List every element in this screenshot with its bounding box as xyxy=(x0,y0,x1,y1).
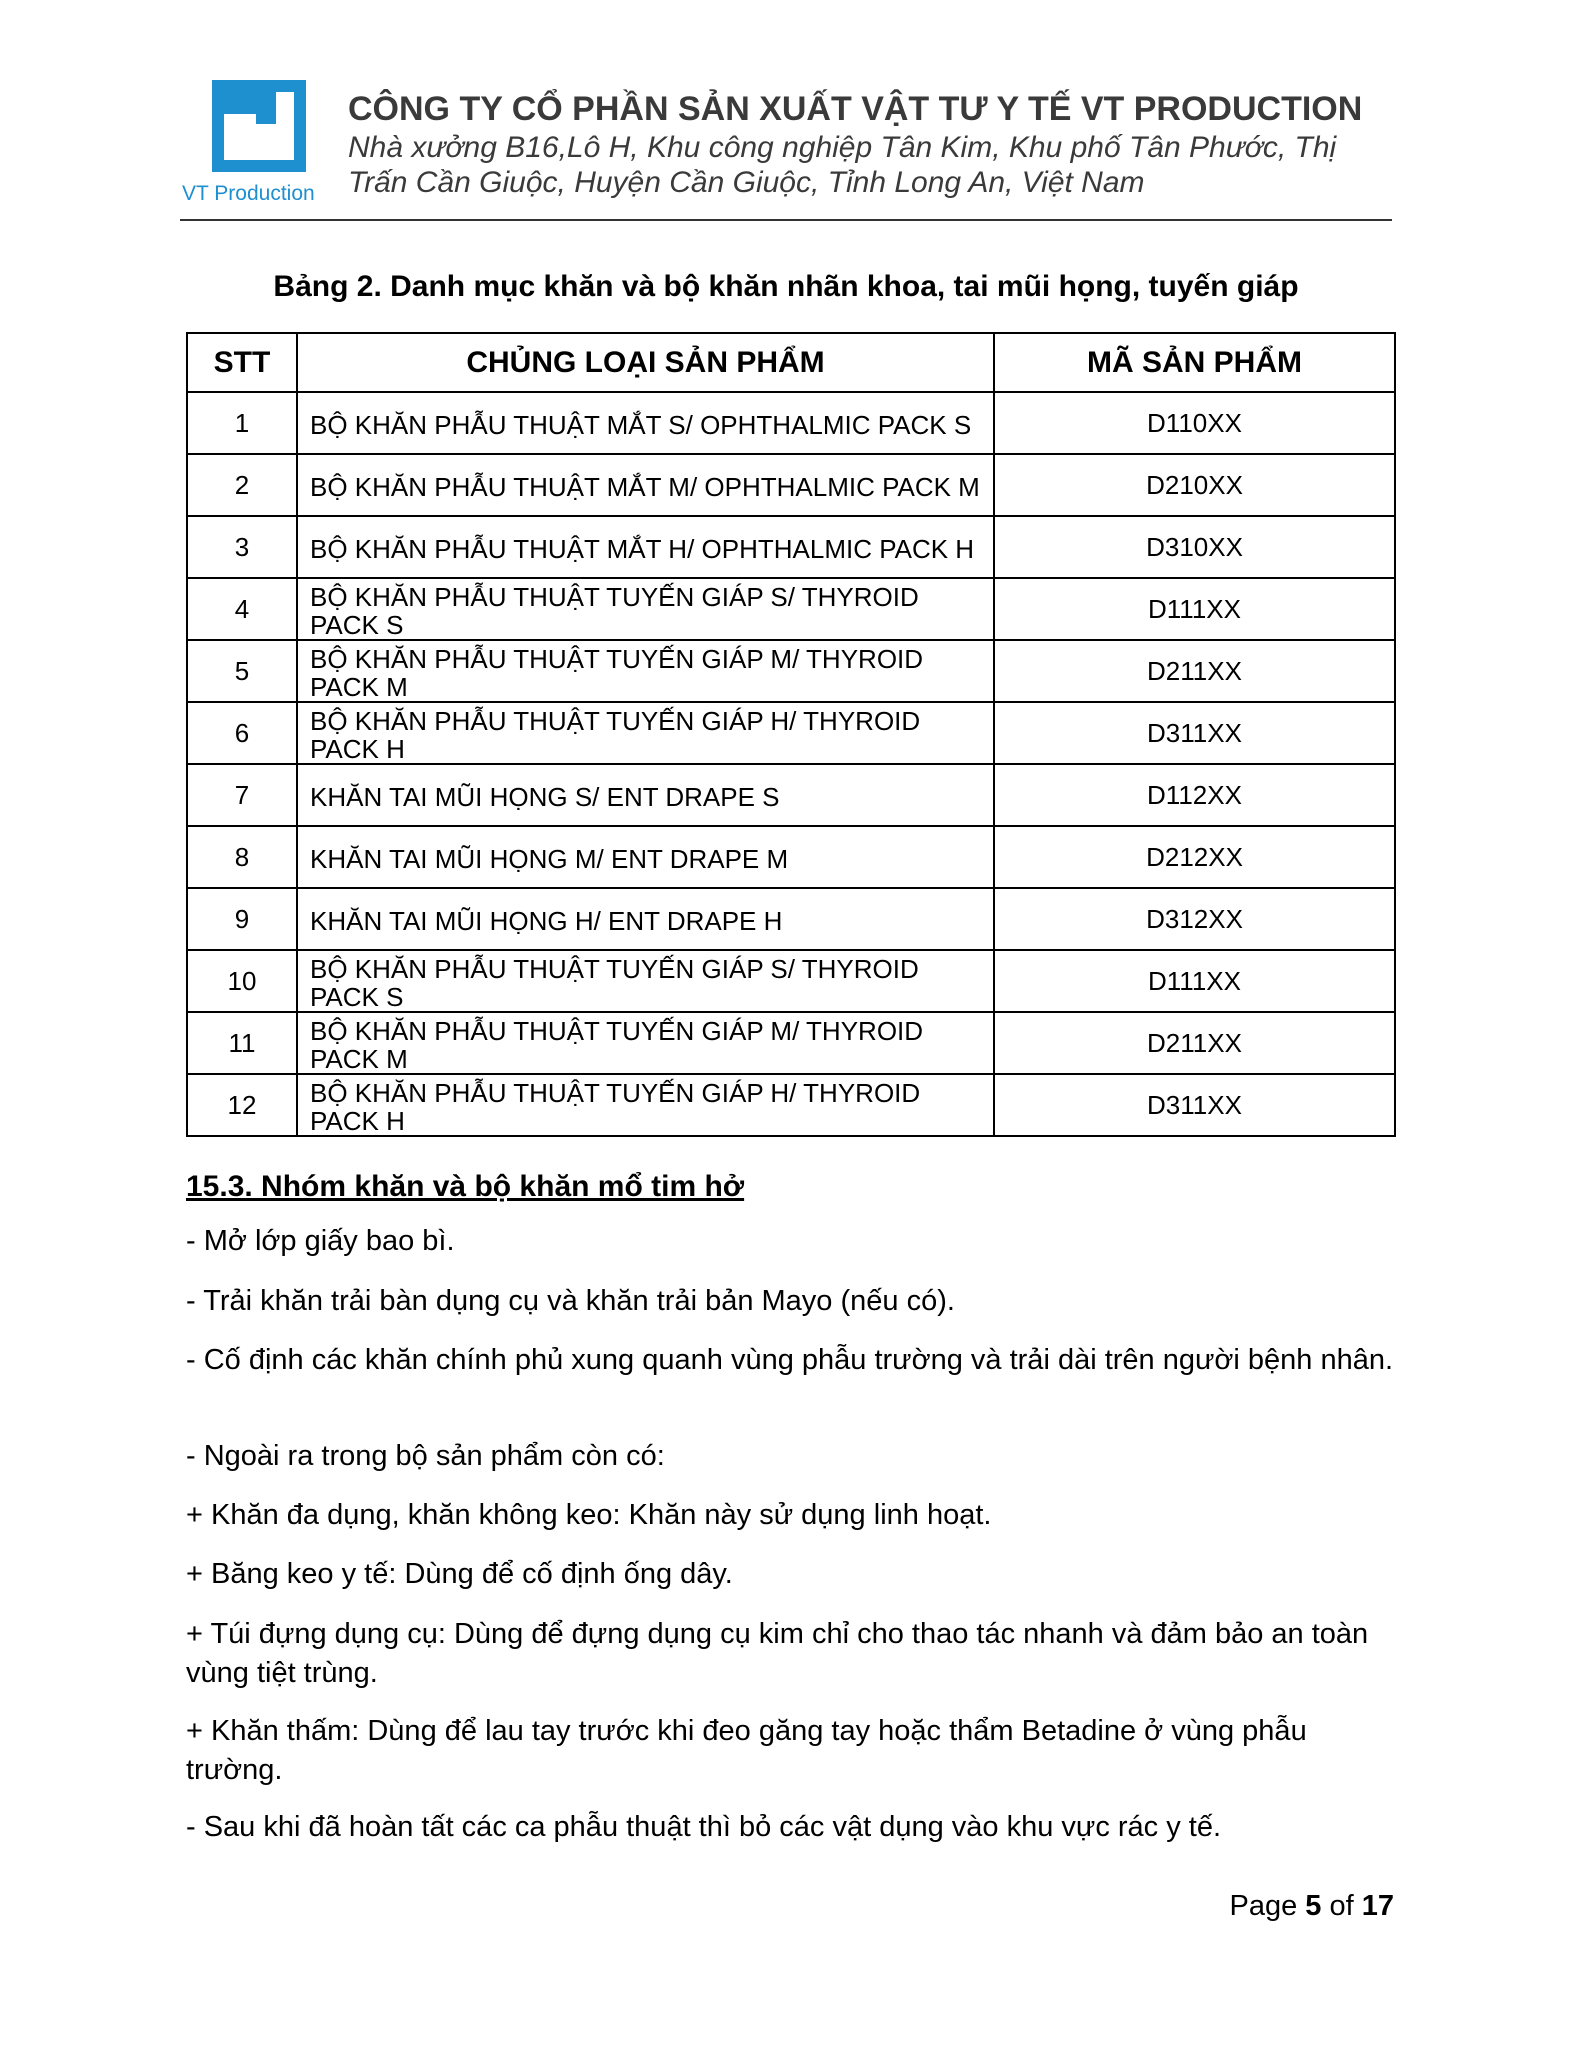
paragraph: - Ngoài ra trong bộ sản phẩm còn có: xyxy=(186,1440,665,1472)
cell-stt: 9 xyxy=(187,888,297,950)
cell-product-code: D312XX xyxy=(994,888,1395,950)
cell-product-name: BỘ KHĂN PHẪU THUẬT MẮT M/ OPHTHALMIC PACK M xyxy=(297,454,994,516)
table-row xyxy=(187,1012,1395,1074)
header-divider xyxy=(180,219,1392,221)
logo-text: VT Production xyxy=(182,182,315,205)
cell-stt: 1 xyxy=(187,392,297,454)
product-table xyxy=(186,332,1396,1137)
table-title: Bảng 2. Danh mục khăn và bộ khăn nhãn khoa, tai mũi họng, tuyến giáp xyxy=(273,270,1299,303)
cell-product-code: D212XX xyxy=(994,826,1395,888)
cell-product-name: KHĂN TAI MŨI HỌNG S/ ENT DRAPE S xyxy=(297,764,994,826)
page-total: 17 xyxy=(1361,1890,1394,1922)
cell-product-name: BỘ KHĂN PHẪU THUẬT TUYẾN GIÁP H/ THYROID PACK H xyxy=(297,1074,994,1136)
cell-product-code: D211XX xyxy=(994,640,1395,702)
table-row xyxy=(187,826,1395,888)
address-line-1: Nhà xưởng B16,Lô H, Khu công nghiệp Tân Kim, Khu phố Tân Phước, Thị xyxy=(348,131,1337,164)
paragraph: + Túi đựng dụng cụ: Dùng để đựng dụng cụ kim chỉ cho thao tác nhanh và đảm bảo an toàn vùng tiệt trùng. xyxy=(186,1618,1369,1689)
cell-product-code: D112XX xyxy=(994,764,1395,826)
document-header xyxy=(180,72,1392,222)
column-header-product-code: MÃ SẢN PHẨM xyxy=(994,333,1395,392)
cell-product-code: D111XX xyxy=(994,578,1395,640)
paragraph: + Khăn thấm: Dùng để lau tay trước khi đeo găng tay hoặc thẩm Betadine ở vùng phẫu trường. xyxy=(186,1715,1307,1786)
cell-product-name: BỘ KHĂN PHẪU THUẬT MẮT H/ OPHTHALMIC PACK H xyxy=(297,516,994,578)
paragraph: - Sau khi đã hoàn tất các ca phẫu thuật thì bỏ các vật dụng vào khu vực rác y tế. xyxy=(186,1811,1222,1843)
cell-product-name: KHĂN TAI MŨI HỌNG H/ ENT DRAPE H xyxy=(297,888,994,950)
cell-product-code: D310XX xyxy=(994,516,1395,578)
cell-stt: 10 xyxy=(187,950,297,1012)
cell-product-name: BỘ KHĂN PHẪU THUẬT TUYẾN GIÁP H/ THYROID PACK H xyxy=(297,702,994,764)
paragraph: - Cố định các khăn chính phủ xung quanh vùng phẫu trường và trải dài trên người bệnh nhân. xyxy=(186,1344,1394,1376)
table-row xyxy=(187,578,1395,640)
table-row xyxy=(187,702,1395,764)
cell-product-code: D110XX xyxy=(994,392,1395,454)
cell-stt: 2 xyxy=(187,454,297,516)
table-row xyxy=(187,1074,1395,1136)
cell-product-name: BỘ KHĂN PHẪU THUẬT TUYẾN GIÁP S/ THYROID PACK S xyxy=(297,578,994,640)
table-row xyxy=(187,392,1395,454)
table-row xyxy=(187,888,1395,950)
cell-stt: 11 xyxy=(187,1012,297,1074)
logo-icon xyxy=(212,80,306,172)
cell-product-code: D311XX xyxy=(994,1074,1395,1136)
cell-product-name: KHĂN TAI MŨI HỌNG M/ ENT DRAPE M xyxy=(297,826,994,888)
paragraph: - Trải khăn trải bàn dụng cụ và khăn trải bản Mayo (nếu có). xyxy=(186,1285,955,1317)
section-heading: 15.3. Nhóm khăn và bộ khăn mổ tim hở xyxy=(186,1170,745,1203)
paragraph: + Khăn đa dụng, khăn không keo: Khăn này sử dụng linh hoạt. xyxy=(186,1499,992,1531)
cell-product-code: D311XX xyxy=(994,702,1395,764)
cell-product-name: BỘ KHĂN PHẪU THUẬT TUYẾN GIÁP S/ THYROID PACK S xyxy=(297,950,994,1012)
table-row xyxy=(187,516,1395,578)
cell-product-code: D211XX xyxy=(994,1012,1395,1074)
table-row xyxy=(187,454,1395,516)
address-line-2: Trấn Cần Giuộc, Huyện Cần Giuộc, Tỉnh Long An, Việt Nam xyxy=(348,166,1145,199)
page-number xyxy=(1229,1890,1394,1923)
cell-stt: 3 xyxy=(187,516,297,578)
cell-stt: 12 xyxy=(187,1074,297,1136)
paragraph: - Mở lớp giấy bao bì. xyxy=(186,1225,455,1257)
company-logo xyxy=(182,80,330,210)
company-address xyxy=(348,130,1348,200)
page-of: of xyxy=(1329,1890,1354,1922)
table-row xyxy=(187,640,1395,702)
table-header-row xyxy=(187,333,1395,392)
cell-stt: 7 xyxy=(187,764,297,826)
column-header-stt: STT xyxy=(187,333,297,392)
cell-product-name: BỘ KHĂN PHẪU THUẬT TUYẾN GIÁP M/ THYROID PACK M xyxy=(297,640,994,702)
column-header-product-type: CHỦNG LOẠI SẢN PHẨM xyxy=(297,333,994,392)
page-prefix: Page xyxy=(1229,1890,1298,1922)
cell-product-name: BỘ KHĂN PHẪU THUẬT TUYẾN GIÁP M/ THYROID PACK M xyxy=(297,1012,994,1074)
cell-stt: 8 xyxy=(187,826,297,888)
cell-product-code: D111XX xyxy=(994,950,1395,1012)
cell-stt: 6 xyxy=(187,702,297,764)
cell-product-name: BỘ KHĂN PHẪU THUẬT MẮT S/ OPHTHALMIC PACK S xyxy=(297,392,994,454)
table-row xyxy=(187,764,1395,826)
cell-product-code: D210XX xyxy=(994,454,1395,516)
cell-stt: 5 xyxy=(187,640,297,702)
company-name: CÔNG TY CỔ PHẦN SẢN XUẤT VẬT TƯ Y TẾ VT PRODUCTION xyxy=(348,90,1363,128)
cell-stt: 4 xyxy=(187,578,297,640)
table-row xyxy=(187,950,1395,1012)
page-current: 5 xyxy=(1305,1890,1322,1922)
paragraph: + Băng keo y tế: Dùng để cố định ống dây. xyxy=(186,1558,733,1590)
